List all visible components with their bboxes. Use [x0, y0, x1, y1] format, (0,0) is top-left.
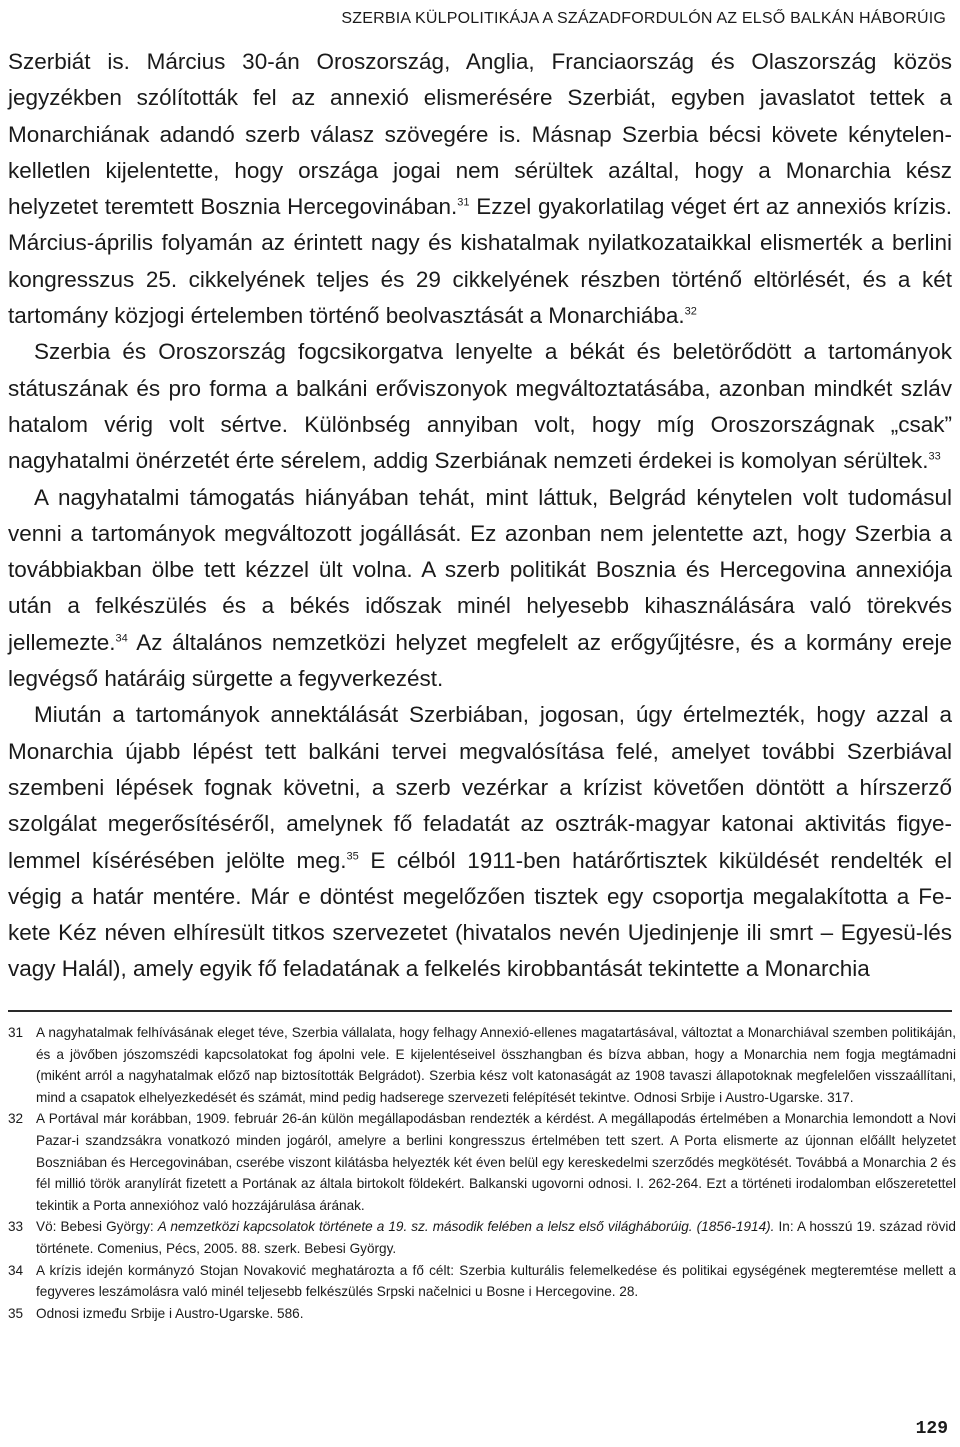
paragraph-2	[8, 334, 952, 479]
paragraph-4	[8, 697, 952, 987]
footnote-text	[36, 1216, 956, 1259]
page-number: 129	[915, 1419, 948, 1439]
footnote-text: A nagyhatalmak felhívásának eleget téve, Szerbia vállalata, hogy felhagy Annexió-ellenes magatartásával, változtat a Monarchiával szemben politikáján, és a jövőben jószomszédi kapcsolatokat fog ápolni vele. E kijelentéseivel összhangban és bízva abban, hogy a Monarchia nem fogja megtámadni (miként arról a nagyhatalmak előző nap biztosították Belgrádot). Szerbia kész volt katonaságát az 1908 tavaszi állapotoknak megfelelően visszaállítani, mind a csapatok elhelyezkedését és számát, mind pedig hadserege szervezeti felépítését tekintve. Odnosi Srbije i Austro-Ugarske. 317.	[36, 1025, 956, 1105]
footnote-35	[8, 1303, 956, 1325]
main-text	[8, 44, 952, 988]
running-header: SZERBIA KÜLPOLITIKÁJA A SZÁZADFORDULÓN AZ ELSŐ BALKÁN HÁBORÚIG	[341, 10, 946, 27]
paragraph-4-text-a: Miután a tartományok annektálását Szerbiában, jogosan, úgy értelmezték, hogy azzal a Monarchia újabb lépést tett balkáni tervei megvalósítása felé, amelyet további Szerbiával szembeni lépések fognak követni, a szerb vezérkar a krízist követően döntött a hírszerző szolgálat megerősítéséről, amelynek fő feladatát az osztrák-magyar katonai aktivitás figye-lemmel kísérésében jelölte meg.	[8, 702, 952, 873]
paragraph-3-text-a: A nagyhatalmi támogatás hiányában tehát, mint láttuk, Belgrád kénytelen volt tudomásul venni a tartományok megváltozott jogállását. Ez azonban nem jelentette azt, hogy Szerbia a továbbiakban ölbe tett kézzel ült volna. A szerb politikát Bosznia és Hercegovina annexiója után a felkészülés és a békés időszak minél helyesebb kihasználására való törekvés jellemezte.	[8, 484, 952, 655]
footnote-text: A krízis idején kormányzó Stojan Novaković meghatározta a fő célt: Szerbia kulturális felemelkedése és politikai egységének megteremtése mellett a fegyveres leszámolásra való minél teljesebb felkészülés Srpski načelnici u Bosne i Hercegovine. 28.	[36, 1262, 956, 1300]
paragraph-3	[8, 480, 952, 698]
footnote-33	[8, 1216, 956, 1259]
footnote-ref-31: 31	[457, 196, 470, 209]
footnote-number: 34	[8, 1262, 24, 1278]
paragraph-3-text-b: Az általános nemzetközi helyzet megfelelt az erőgyűjtésre, és a kormány ereje legvégső határáig sürgette a fegyverkezést.	[8, 629, 952, 692]
footnote-ref-32: 32	[684, 305, 697, 318]
footnote-34	[8, 1260, 956, 1303]
footnote-number: 35	[8, 1305, 24, 1321]
footnote-number: 32	[8, 1111, 24, 1127]
footnote-ref-35: 35	[346, 850, 359, 863]
footnote-text: Odnosi između Srbije i Austro-Ugarske. 586.	[36, 1305, 304, 1321]
paragraph-1-text-a: Szerbiát is. Március 30-án Oroszország, Anglia, Franciaország és Olaszország közös jegyzékben szólították fel az annexió elismerésére Szerbiát, egyben javaslatot tettek a Monarchiának adandó szerb válasz szövegére is. Másnap Szerbia bécsi követe kénytelen-kelletlen kijelentette, hogy országa jogai nem sérültek azáltal, hogy a Monarchia kész helyzetet teremtett Bosznia Hercegovinában.	[8, 49, 952, 220]
footnote-number: 31	[8, 1025, 24, 1040]
paragraph-4-text-b: E célból 1911-ben határőrtisztek kiküldését rendelték el végig a határ mentére. Már e döntést megelőzően tisztek egy csoportja megalakította a Fe-kete Kéz néven elhíresült titkos szervezetet (hivatalos nevén Ujedinjenje ili smrt – Egyesü-lés vagy Halál), amely egyik fő feladatának a felkelés kirobbantását tekintette a Monarchia	[8, 847, 952, 982]
footnote-number: 33	[8, 1219, 24, 1235]
footnotes	[8, 1022, 956, 1324]
footnote-ref-34: 34	[115, 632, 128, 645]
footnote-text: A Portával már korábban, 1909. február 26-án külön megállapodásban rendezték a kérdést. A megállapodás értelmében a Monarchia lemondott a Novi Pazar-i szandzsákra vonatkozó minden jogáról, amelyre a berlini kongresszus értelmében tett szert. A Porta elismerte az újonnan előállt helyzetet Boszniában és Hercegovinában, cserébe viszont kilátásba helyezték két éven belül egy kereskedelmi szerződés megkötését. Továbbá a Monarchia 2 és fél millió török aranylírát fizetett a Portának az általa birtokolt földekért. Balkanski ugovorni odnosi. I. 262-264. Ezt a történeti irodalomban előszeretettel tekintik a Porta annexióhoz való hozzájárulása árának.	[36, 1111, 956, 1213]
footnote-31	[8, 1022, 956, 1108]
footnote-text-part: In: A hosszú 19. század rövid története. Comenius, Pécs, 2005. 88. szerk. Bebesi György.	[36, 1219, 956, 1256]
footnote-32	[8, 1108, 956, 1216]
footnote-cited-title: A nemzetközi kapcsolatok története a 19. sz. második felében a lelsz első világháborúig. (1856-1914).	[157, 1219, 775, 1235]
footnote-text-part: Vö: Bebesi György:	[36, 1219, 158, 1235]
paragraph-1	[8, 44, 952, 334]
paragraph-1-text-b: Ezzel gyakorlatilag véget ért az annexiós krízis. Március-április folyamán az érintett nagy és kishatalmak nyilatkozataikkal elismerték a berlini kongresszus 25. cikkelyének teljes és 29 cikkelyének részben történő eltörlését, és a két tartomány közjogi értelemben történő beolvasztását a Monarchiába.	[8, 194, 952, 329]
footnote-divider	[8, 1010, 952, 1012]
paragraph-2-text-a: Szerbia és Oroszország fogcsikorgatva lenyelte a békát és beletörődött a tartományok státuszának és pro forma a balkáni erőviszonyok megváltoztatásába, azonban mindkét szláv hatalom vérig volt sértve. Különbség annyiban volt, hogy míg Oroszországnak „csak” nagyhatalmi önérzetét érte sérelem, addig Szerbiának nemzeti érdekei is komolyan sérültek.	[8, 339, 952, 474]
footnote-ref-33: 33	[928, 450, 941, 463]
